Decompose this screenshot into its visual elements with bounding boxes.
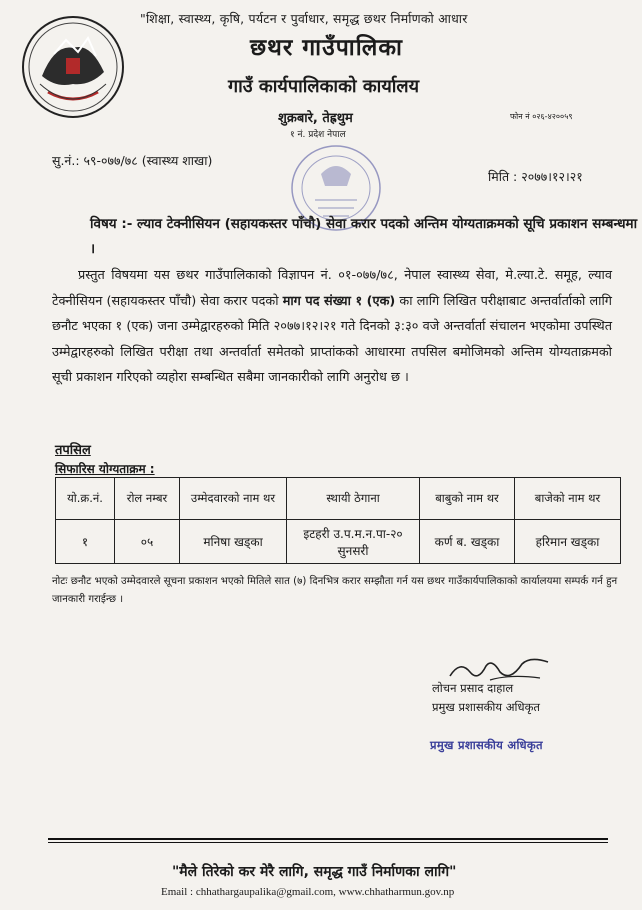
column-header: उम्मेदवारको नाम थर [180, 478, 287, 520]
reference-number: सु.नं.: ५९-०७७/७८ (स्वास्थ्य शाखा) [52, 153, 213, 168]
signer-name: लोचन प्रसाद दाहाल [432, 681, 514, 695]
footer-motto: "मैले तिरेको कर मेरै लागि, समृद्ध गाउँ निर्माणका लागि" [172, 864, 457, 880]
letter-body [52, 263, 612, 391]
table-cell: हरिमान खड्का [515, 520, 621, 564]
table-header-row [56, 478, 621, 520]
recommendation-label: सिफारिस योग्यताक्रम : [55, 462, 155, 476]
column-header: बाबुको नाम थर [420, 478, 515, 520]
annex-title: तपसिल [55, 443, 91, 458]
table-cell: १ [56, 520, 115, 564]
body-text-part2: का लागि लिखित परीक्षाबाट अन्तर्वार्ताको लागि छनौट भएका १ (एक) जना उम्मेद्वारहरुको मिति २०७७।१२।२१ गते दिनको ३:३० वजे अन्तर्वार्ता संचालन भएकोमा उपस्थित उम्मेद्वारहरुको लिखित परीक्षा तथा अन्तर्वार्ता समेतको प्राप्तांकको आधारमा तपसिल बमोजिमको अन्तिम योग्यताक्रमको सूची प्रकाशन गरिएको व्यहोरा सम्बन्धित सबैमा जानकारीको लागि अनुरोध छ । [52, 293, 612, 385]
province-line: १ नं. प्रदेश नेपाल [290, 130, 346, 140]
footer-divider [48, 838, 608, 840]
letter-date: मिति : २०७७।१२।२१ [488, 169, 583, 184]
column-header: बाजेको नाम थर [515, 478, 621, 520]
footer-divider-thin [48, 842, 608, 843]
table-row [56, 520, 621, 564]
contact-info: Email : chhathargaupalika@gmail.com, www.chhatharmun.gov.np [161, 886, 455, 898]
table-cell: ०५ [115, 520, 180, 564]
column-header: रोल नम्बर [115, 478, 180, 520]
designation-stamp: प्रमुख प्रशासकीय अधिकृत [430, 738, 543, 752]
organization-name: छथर गाउँपालिका [250, 35, 403, 61]
letter-subject: विषय :- ल्याव टेक्नीसियन (सहायकस्तर पाँचौ) सेवा करार पदको अन्तिम योग्यताक्रमको सूचि प्रकाशन सम्बन्धमा । [90, 216, 638, 257]
table-cell: इटहरी उ.प.म.न.पा-२० सुनसरी [287, 520, 420, 564]
note-text: नोटः छनौट भएको उम्मेदवारले सूचना प्रकाशन भएको मितिले सात (७) दिनभित्र करार सम्झौता गर्न यस छथर गाउँकार्यपालिकाको कार्यालयमा सम्पर्क गर्न हुन जानकारी गराईन्छ । [52, 576, 618, 605]
office-address: शुक्रबारे, तेह्रथुम [278, 111, 353, 126]
office-name: गाउँ कार्यपालिकाको कार्यालय [228, 76, 420, 97]
nepal-emblem-logo [20, 14, 126, 120]
column-header: यो.क्र.नं. [56, 478, 115, 520]
table-cell: मनिषा खड्का [180, 520, 287, 564]
table-cell: कर्ण ब. खड्का [420, 520, 515, 564]
column-header: स्थायी ठेगाना [287, 478, 420, 520]
merit-list-table [55, 477, 621, 564]
body-text-part1: प्रस्तुत विषयमा यस छथर गाउँपालिकाको विज्ञापन नं. ०१-०७७/७८, नेपाल स्वास्थ्य सेवा, मे.ल्या.टे. समूह, ल्याव टेक्नीसियन (सहायकस्तर पाँचौ) सेवा करार पदको [52, 268, 612, 309]
body-text-bold: माग पद संख्या १ (एक) [282, 293, 396, 309]
signer-title: प्रमुख प्रशासकीय अधिकृत [432, 700, 540, 714]
phone-number: फोन नं ०२६-४२००५९ [510, 112, 573, 121]
header-motto: "शिक्षा, स्वास्थ्य, कृषि, पर्यटन र पुर्वाधार, समृद्ध छथर निर्माणको आधार [140, 11, 468, 26]
